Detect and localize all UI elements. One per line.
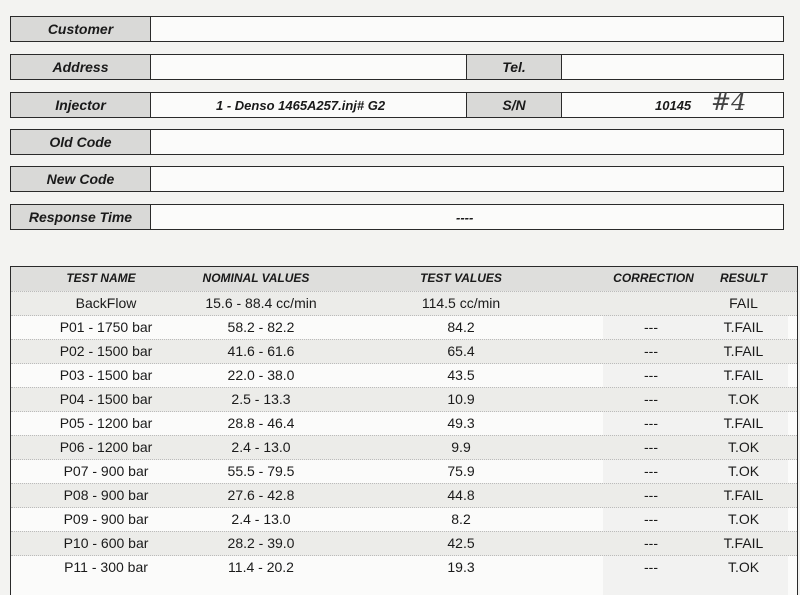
injector-label: Injector xyxy=(11,93,151,117)
injector-value: 1 - Denso 1465A257.inj# G2 xyxy=(216,97,386,113)
cell-test-values: 75.9 xyxy=(447,463,475,479)
cell-test-values: 10.9 xyxy=(447,391,475,407)
cell-nominal-values: 2.4 - 13.0 xyxy=(231,511,291,527)
cell-test-values: 9.9 xyxy=(451,439,471,455)
cell-test-values: 19.3 xyxy=(447,559,475,575)
old-code-field xyxy=(10,129,784,155)
table-row xyxy=(11,315,797,340)
cell-correction: --- xyxy=(644,511,658,527)
cell-test-name: P04 - 1500 bar xyxy=(59,391,153,407)
cell-result: T.FAIL xyxy=(723,319,764,335)
cell-result: T.FAIL xyxy=(723,367,764,383)
tel-label: Tel. xyxy=(466,55,562,79)
cell-test-name: P10 - 600 bar xyxy=(63,535,149,551)
table-row xyxy=(11,411,797,436)
cell-test-values: 43.5 xyxy=(447,367,475,383)
cell-result: T.FAIL xyxy=(723,343,764,359)
cell-nominal-values: 11.4 - 20.2 xyxy=(228,559,294,575)
cell-nominal-values: 41.6 - 61.6 xyxy=(227,343,295,359)
sn-label: S/N xyxy=(466,93,562,117)
table-row xyxy=(11,435,797,460)
old-code-label: Old Code xyxy=(11,130,151,154)
cell-test-name: P09 - 900 bar xyxy=(63,511,149,527)
cell-correction: --- xyxy=(644,535,658,551)
table-header xyxy=(11,267,797,291)
new-code-label: New Code xyxy=(11,167,151,191)
cell-test-values: 42.5 xyxy=(447,535,475,551)
cell-nominal-values: 55.5 - 79.5 xyxy=(227,463,295,479)
cell-correction: --- xyxy=(644,367,658,383)
cell-test-values: 65.4 xyxy=(447,343,475,359)
cell-test-values: 49.3 xyxy=(447,415,475,431)
response-time-label: Response Time xyxy=(11,205,151,229)
cell-result: T.OK xyxy=(727,439,760,455)
sn-value: 10145 xyxy=(655,97,692,113)
table-row xyxy=(11,387,797,412)
cell-nominal-values: 2.4 - 13.0 xyxy=(231,439,291,455)
header-correction: CORRECTION xyxy=(613,271,694,285)
header-nominal-values: NOMINAL VALUES xyxy=(202,271,310,285)
cell-nominal-values: 28.8 - 46.4 xyxy=(227,415,295,431)
test-results-table xyxy=(10,266,798,595)
cell-test-name: P01 - 1750 bar xyxy=(59,319,153,335)
cell-test-name: P02 - 1500 bar xyxy=(59,343,153,359)
table-row xyxy=(11,555,797,580)
cell-correction: --- xyxy=(644,319,658,335)
cell-test-name: P07 - 900 bar xyxy=(63,463,149,479)
header-result: RESULT xyxy=(719,271,768,285)
header-test-name: TEST NAME xyxy=(66,271,136,285)
table-row xyxy=(11,459,797,484)
cell-test-values: 44.8 xyxy=(447,487,475,503)
cell-nominal-values: 15.6 - 88.4 cc/min xyxy=(205,295,317,311)
address-label: Address xyxy=(11,55,151,79)
cell-result: T.OK xyxy=(727,559,760,575)
table-row xyxy=(11,483,797,508)
cell-result: T.FAIL xyxy=(723,487,764,503)
cell-test-name: P05 - 1200 bar xyxy=(59,415,153,431)
cell-correction: --- xyxy=(644,391,658,407)
cell-nominal-values: 27.6 - 42.8 xyxy=(227,487,295,503)
table-row xyxy=(11,507,797,532)
cell-correction: --- xyxy=(644,343,658,359)
table-row xyxy=(11,531,797,556)
new-code-field xyxy=(10,166,784,192)
cell-test-name: P06 - 1200 bar xyxy=(59,439,153,455)
cell-correction: --- xyxy=(644,463,658,479)
injector-field xyxy=(10,88,784,118)
response-time-field xyxy=(10,204,784,230)
cell-result: T.OK xyxy=(727,463,760,479)
cell-result: T.OK xyxy=(727,511,760,527)
cell-correction: --- xyxy=(644,439,658,455)
cell-nominal-values: 2.5 - 13.3 xyxy=(231,391,291,407)
table-row xyxy=(11,291,797,316)
customer-field xyxy=(10,16,784,42)
cell-test-values: 114.5 cc/min xyxy=(421,295,501,311)
cell-correction: --- xyxy=(644,415,658,431)
cell-result: T.OK xyxy=(727,391,760,407)
cell-test-values: 8.2 xyxy=(451,511,471,527)
cell-test-name: P03 - 1500 bar xyxy=(59,367,153,383)
cell-nominal-values: 28.2 - 39.0 xyxy=(227,535,295,551)
cell-correction: --- xyxy=(644,559,658,575)
cell-test-name: P08 - 900 bar xyxy=(63,487,149,503)
table-row xyxy=(11,339,797,364)
cell-test-name: BackFlow xyxy=(75,295,137,311)
sn-handwritten-note: #4 xyxy=(711,88,747,116)
response-time-value: ---- xyxy=(456,209,474,225)
customer-label: Customer xyxy=(11,17,151,41)
cell-result: FAIL xyxy=(729,295,758,311)
header-test-values: TEST VALUES xyxy=(420,271,502,285)
table-row xyxy=(11,363,797,388)
cell-nominal-values: 22.0 - 38.0 xyxy=(227,367,295,383)
cell-test-values: 84.2 xyxy=(447,319,475,335)
cell-nominal-values: 58.2 - 82.2 xyxy=(227,319,295,335)
cell-result: T.FAIL xyxy=(723,535,764,551)
cell-correction: --- xyxy=(644,487,658,503)
cell-result: T.FAIL xyxy=(723,415,764,431)
address-field xyxy=(10,54,784,80)
cell-test-name: P11 - 300 bar xyxy=(64,559,148,575)
